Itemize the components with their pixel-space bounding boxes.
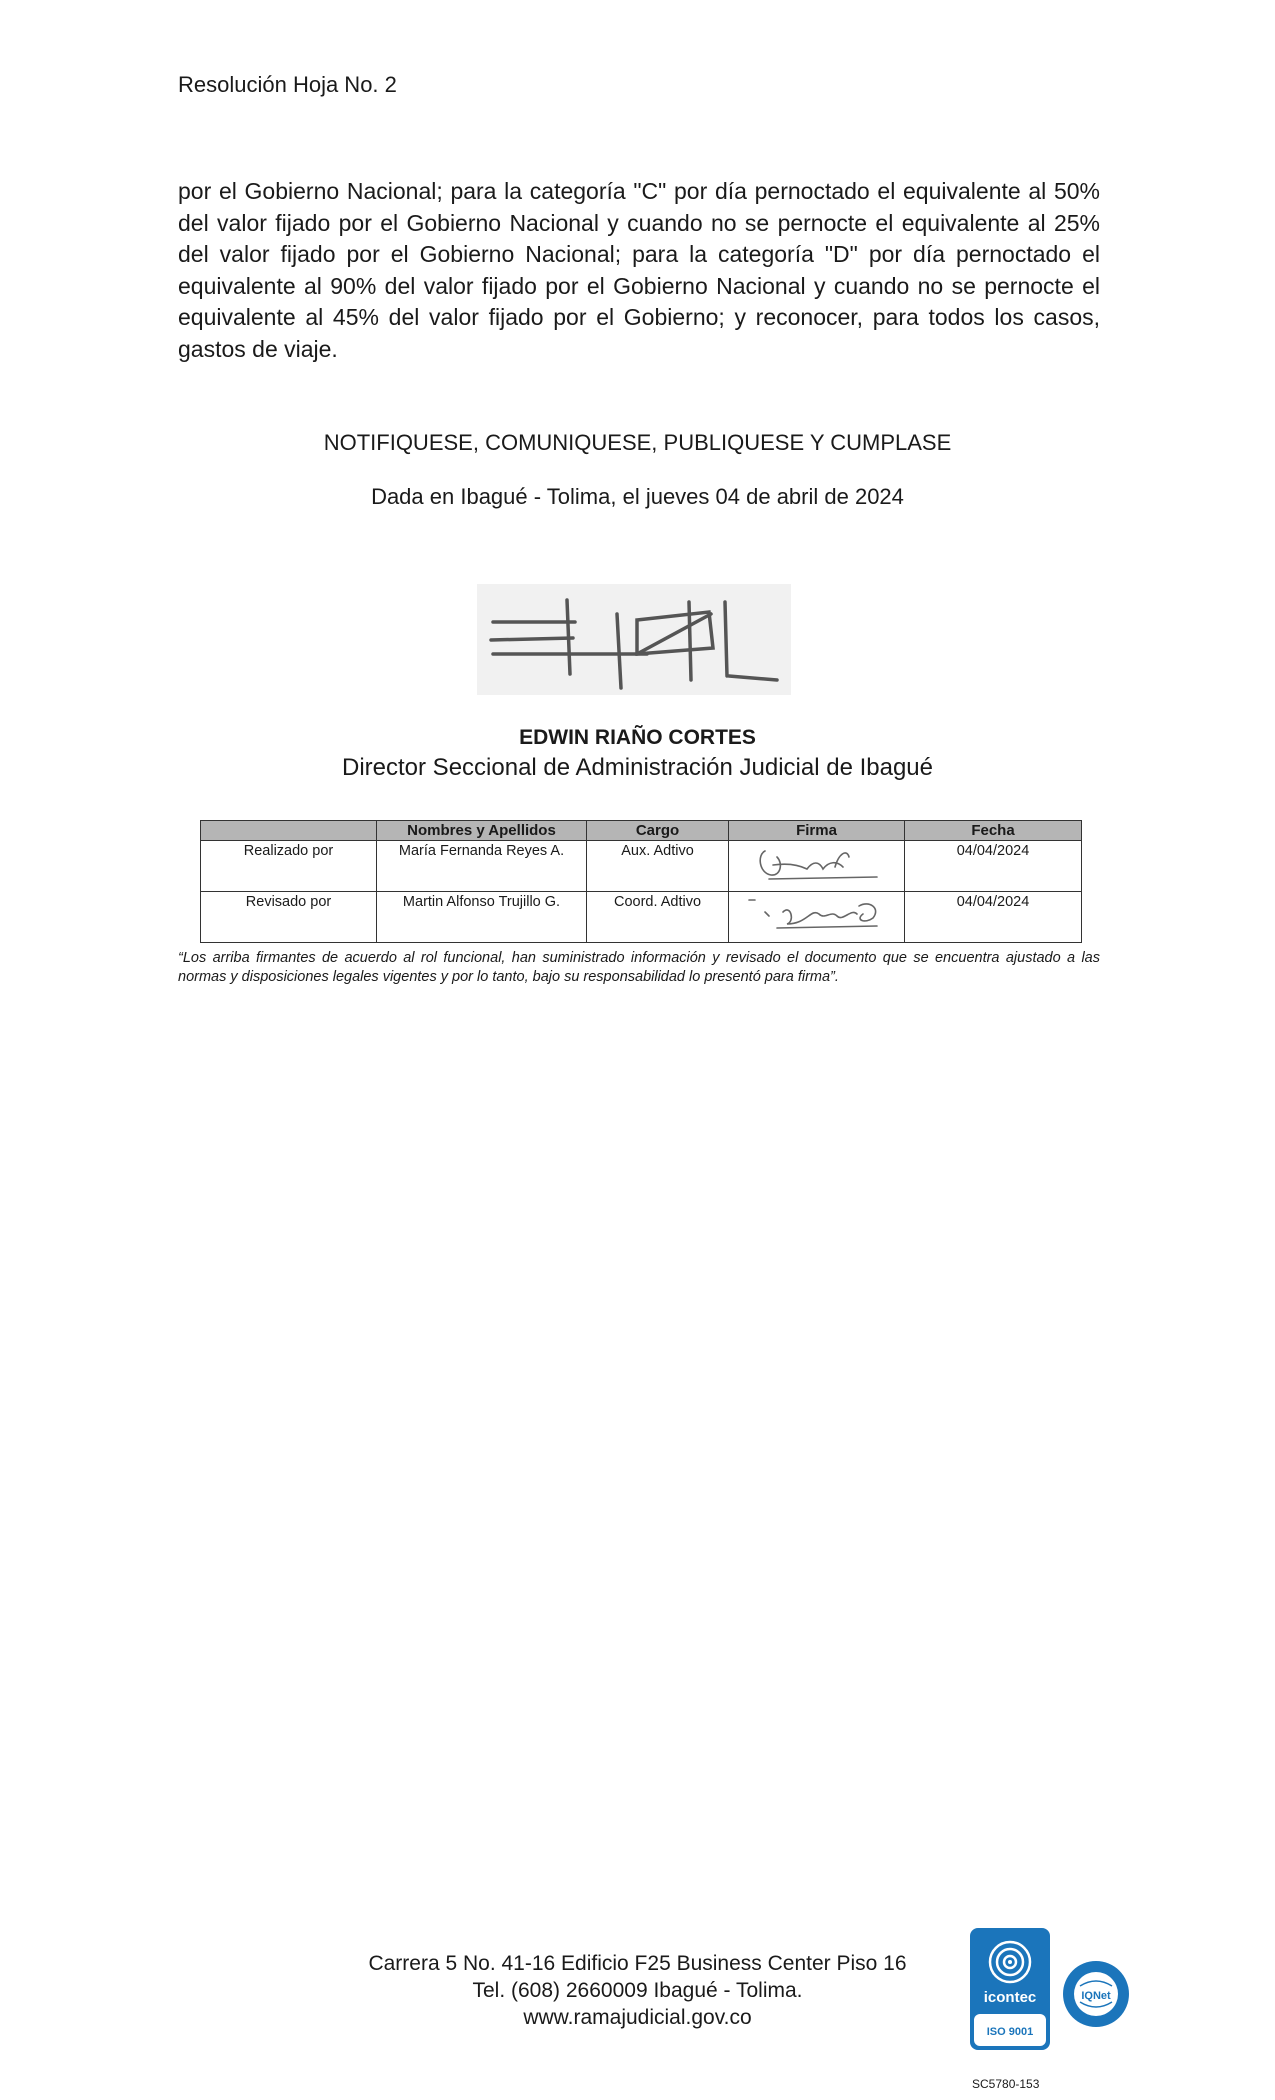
dated-line: Dada en Ibagué - Tolima, el jueves 04 de abril de 2024	[371, 484, 904, 509]
certificate-code: SC5780-153	[972, 2077, 1040, 2091]
row-date: 04/04/2024	[905, 841, 1082, 892]
signer-name: EDWIN RIAÑO CORTES	[519, 726, 756, 749]
responsibility-note: “Los arriba firmantes de acuerdo al rol funcional, han suministrado información y revisado el documento que se encuentra ajustado a las normas y disposiciones legales vigentes y por lo tanto, bajo su responsabilidad lo presentó para firma”.	[178, 950, 1100, 985]
row-role: Revisado por	[201, 892, 377, 943]
review-table	[200, 820, 1082, 943]
row-role: Realizado por	[201, 841, 377, 892]
footer-phone: Tel. (608) 2660009 Ibagué - Tolima.	[472, 1979, 803, 2002]
body-paragraph: por el Gobierno Nacional; para la categoría "C" por día pernoctado el equivalente al 50% del valor fijado por el Gobierno Nacional y cuando no se pernocte el equivalente al 25% del valor fijado por el Gobierno Nacional; para la categoría "D" por día pernoctado el equivalente al 90% del valor fijado por el Gobierno Nacional y cuando no se pernocte el equivalente al 45% del valor fijado por el Gobierno; y reconocer, para todos los casos, gastos de viaje.	[178, 178, 1100, 362]
closing-formula: NOTIFIQUESE, COMUNIQUESE, PUBLIQUESE Y CUMPLASE	[323, 430, 952, 455]
icontec-badge	[970, 1928, 1050, 2050]
iqnet-label: IQNet	[1081, 1990, 1111, 2002]
header-signature: Firma	[729, 821, 905, 841]
row-date: 04/04/2024	[905, 892, 1082, 943]
iso-label: ISO 9001	[986, 2026, 1034, 2038]
iqnet-logo-icon	[1060, 1958, 1132, 2030]
icontec-label: icontec	[983, 1989, 1037, 2006]
signature-drawing	[477, 584, 791, 695]
row-name: Martin Alfonso Trujillo G.	[377, 892, 587, 943]
header-date: Fecha	[905, 821, 1082, 841]
row-position: Aux. Adtivo	[587, 841, 729, 892]
table-row	[201, 841, 1082, 892]
header-names: Nombres y Apellidos	[377, 821, 587, 841]
iqnet-badge	[1060, 1958, 1132, 2030]
header-role	[201, 821, 377, 841]
row-position: Coord. Adtivo	[587, 892, 729, 943]
director-signature-image	[477, 584, 791, 695]
table-row	[201, 892, 1082, 943]
footer-website: www.ramajudicial.gov.co	[523, 2006, 752, 2029]
page-header: Resolución Hoja No. 2	[178, 72, 397, 97]
reviewer-signature-image	[747, 843, 887, 887]
signer-title: Director Seccional de Administración Judicial de Ibagué	[342, 754, 933, 781]
row-name: María Fernanda Reyes A.	[377, 841, 587, 892]
reviewer-signature-image	[747, 894, 897, 938]
row-signature	[729, 841, 905, 892]
footer-address: Carrera 5 No. 41-16 Edificio F25 Business Center Piso 16	[368, 1952, 907, 1975]
row-signature	[729, 892, 905, 943]
header-position: Cargo	[587, 821, 729, 841]
table-header-row	[201, 821, 1082, 841]
icontec-logo-icon	[970, 1928, 1050, 2050]
